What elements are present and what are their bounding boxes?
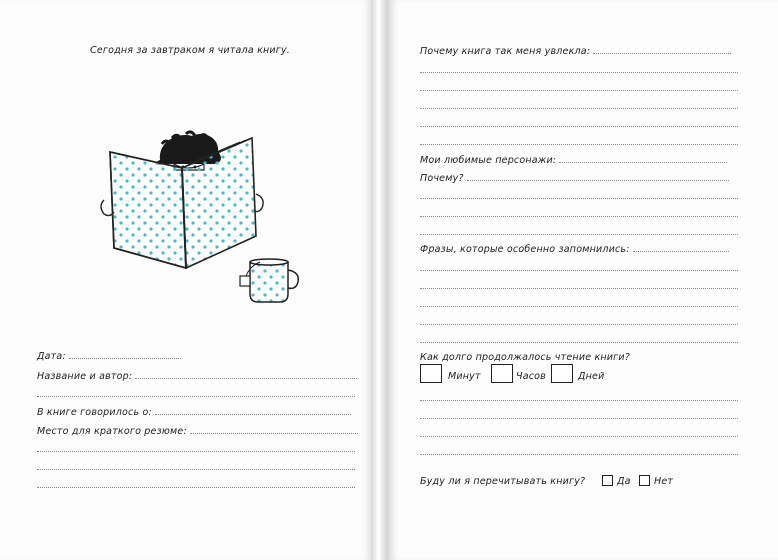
favorite-characters-label: Мои любимые персонажи: bbox=[420, 155, 727, 167]
reread-no-label: Нет bbox=[654, 476, 674, 487]
hours-label: Часов bbox=[516, 371, 546, 382]
notes-line[interactable] bbox=[420, 418, 738, 419]
why-captivated-line[interactable] bbox=[420, 126, 738, 127]
reread-yes-label: Да bbox=[617, 476, 631, 487]
why-label: Почему? bbox=[420, 173, 729, 185]
summary-line[interactable] bbox=[37, 469, 355, 470]
left-page bbox=[0, 0, 371, 560]
why-captivated-line[interactable] bbox=[420, 72, 738, 73]
notes-line[interactable] bbox=[420, 454, 738, 455]
girl-reading-book-icon bbox=[100, 130, 310, 310]
why-captivated-line[interactable] bbox=[420, 108, 738, 109]
phrases-line[interactable] bbox=[420, 270, 738, 271]
why-captivated-label: Почему книга так меня увлекла: bbox=[420, 46, 731, 58]
notes-line[interactable] bbox=[420, 436, 738, 437]
reread-no-checkbox[interactable] bbox=[639, 475, 650, 486]
phrases-line[interactable] bbox=[420, 324, 738, 325]
right-page bbox=[388, 0, 778, 560]
reread-question: Буду ли я перечитывать книгу? bbox=[420, 476, 586, 487]
phrases-line[interactable] bbox=[420, 342, 738, 343]
date-label: Дата: bbox=[37, 351, 181, 363]
why-line[interactable] bbox=[420, 198, 738, 199]
why-line[interactable] bbox=[420, 216, 738, 217]
hours-checkbox[interactable] bbox=[491, 364, 513, 383]
phrases-line[interactable] bbox=[420, 306, 738, 307]
minutes-checkbox[interactable] bbox=[420, 364, 442, 383]
minutes-label: Минут bbox=[448, 371, 481, 382]
reread-yes-checkbox[interactable] bbox=[602, 475, 613, 486]
why-line[interactable] bbox=[420, 234, 738, 235]
duration-question: Как долго продолжалось чтение книги? bbox=[420, 352, 630, 363]
days-checkbox[interactable] bbox=[551, 364, 573, 383]
phrases-line[interactable] bbox=[420, 288, 738, 289]
book-gutter bbox=[371, 0, 388, 560]
memorable-phrases-label: Фразы, которые особенно запомнились: bbox=[420, 244, 729, 256]
summary-label: Место для краткого резюме: bbox=[37, 426, 358, 438]
page-caption: Сегодня за завтраком я читала книгу. bbox=[90, 45, 291, 56]
notes-line[interactable] bbox=[420, 400, 738, 401]
why-captivated-line[interactable] bbox=[420, 90, 738, 91]
why-captivated-line[interactable] bbox=[420, 144, 738, 145]
summary-line[interactable] bbox=[37, 451, 355, 452]
title-author-label: Название и автор: bbox=[37, 371, 357, 383]
title-author-line[interactable] bbox=[37, 396, 355, 397]
book-about-label: В книге говорилось о: bbox=[37, 407, 351, 419]
days-label: Дней bbox=[578, 371, 605, 382]
summary-line[interactable] bbox=[37, 487, 355, 488]
